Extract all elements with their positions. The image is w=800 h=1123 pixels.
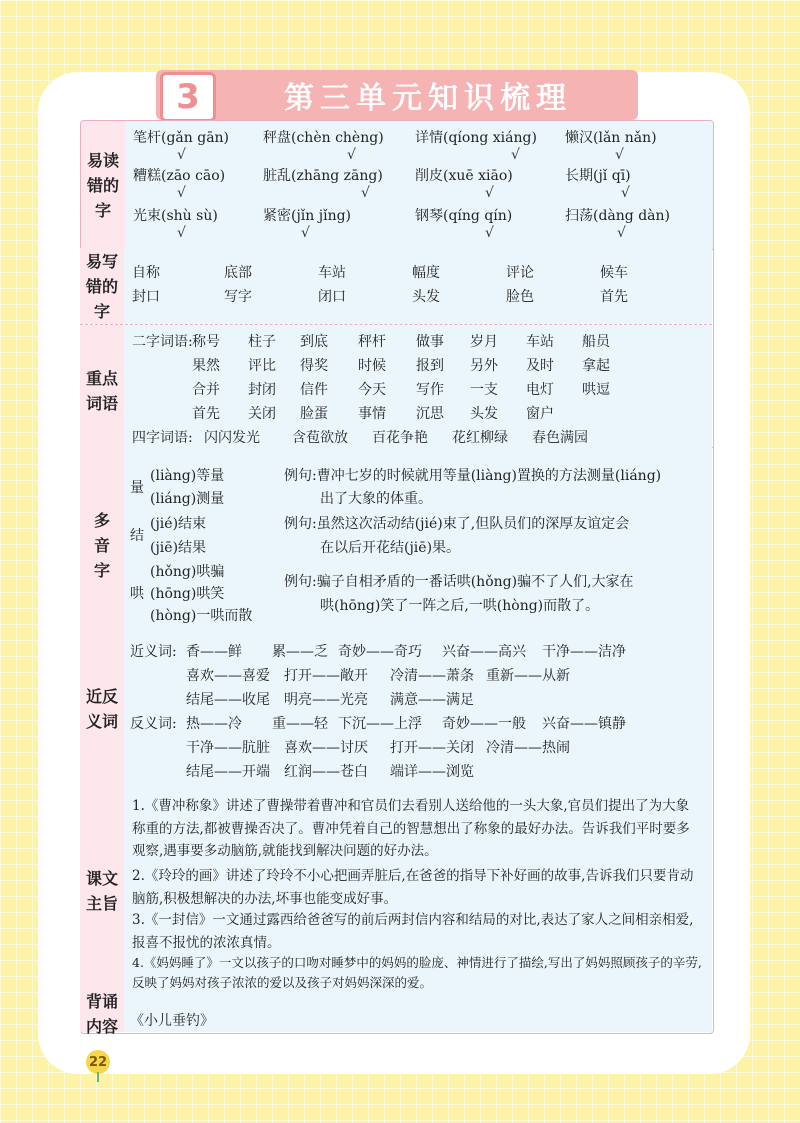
antonym-pair: 结尾——开端 (186, 764, 270, 780)
word: 车站 (318, 265, 346, 281)
section-label: 近反义词 (80, 633, 124, 785)
word: 脸色 (506, 289, 534, 305)
pinyin-word: 糟糕(zāo cāo) (133, 168, 226, 184)
antonym-pair: 冷清——热闹 (486, 740, 570, 756)
check-mark-icon: √ (177, 185, 186, 201)
example-sentence: 哄(hōng)笑了一阵之后,一哄(hòng)而散了。 (320, 598, 600, 614)
antonym-pair: 干净——肮脏 (186, 740, 270, 756)
antonym-pair: 下沉——上浮 (338, 716, 422, 732)
page-number: 22 (86, 1050, 110, 1074)
pinyin-word: 钢琴(qíng qín) (415, 208, 513, 224)
key-word: 评比 (248, 358, 276, 374)
section-recite (80, 992, 712, 1036)
theme-item: 1.《曹冲称象》讲述了曹操带着曹冲和官员们去看别人送给他的一头大象,官员们提出了为大象称重的方法,都被曹操否决了。曹冲凭着自己的智慧想出了称象的最好办法。告诉我们平时要多观察,遇事要多动脑筋,就能找到解决问题的好办法。 (132, 798, 690, 859)
antonym-prefix: 反义词: (130, 716, 177, 732)
key-word: 哄逗 (582, 382, 610, 398)
key-word: 岁月 (470, 334, 498, 350)
antonym-pair: 喜欢——讨厌 (284, 740, 368, 756)
pinyin-word: 扫荡(dàng dàn) (565, 208, 670, 224)
key-word: 写作 (416, 382, 444, 398)
check-mark-icon: √ (347, 147, 356, 163)
antonym-pair: 打开——关闭 (390, 740, 474, 756)
key-word: 电灯 (526, 382, 554, 398)
pinyin-word: 削皮(xuē xiāo) (415, 168, 513, 184)
word: 闭口 (318, 289, 346, 305)
word: 头发 (412, 289, 440, 305)
section-label: 易读错的字 (81, 121, 125, 249)
poly-reading: (liáng)测量 (150, 491, 225, 507)
section-label: 背诵内容 (80, 996, 124, 1032)
synonym-pair: 干净——洁净 (542, 644, 626, 660)
word: 自称 (132, 265, 160, 281)
poly-reading: (hōng)哄笑 (150, 586, 225, 602)
key-word: 柱子 (248, 334, 276, 350)
key-word: 另外 (470, 358, 498, 374)
pinyin-word: 笔杆(gǎn gān) (133, 130, 230, 146)
check-mark-icon: √ (621, 185, 630, 201)
key-word: 到底 (300, 334, 328, 350)
word: 评论 (506, 265, 534, 281)
two-char-prefix: 二字词语: (132, 334, 193, 350)
check-mark-icon: √ (615, 147, 624, 163)
poly-char: 量 (130, 480, 144, 496)
pinyin-word: 详情(qíong xiáng) (415, 130, 537, 146)
pinyin-word: 脏乱(zhāng zāng) (263, 168, 383, 184)
page-title: 第三单元知识梳理 (284, 81, 572, 116)
key-word: 秤杆 (358, 334, 386, 350)
poly-char: 结 (130, 528, 144, 544)
example-sentence: 在以后开花结(jiē)果。 (320, 540, 461, 556)
synonym-pair: 冷清——萧条 (390, 668, 474, 684)
antonym-pair: 奇妙——一般 (442, 716, 526, 732)
theme-item: 4.《妈妈睡了》一文以孩子的口吻对睡梦中的妈妈的脸庞、神情进行了描绘,写出了妈妈照顾孩子的辛劳,反映了妈妈对孩子浓浓的爱以及孩子对妈妈深深的爱。 (132, 955, 702, 990)
key-word: 脸蛋 (300, 406, 328, 422)
key-word: 关闭 (248, 406, 276, 422)
key-word: 拿起 (582, 358, 610, 374)
key-word: 果然 (192, 358, 220, 374)
key-word: 事情 (358, 406, 386, 422)
check-mark-icon: √ (177, 225, 186, 241)
pinyin-word: 长期(jǐ qī) (565, 168, 631, 184)
word: 底部 (224, 265, 252, 281)
check-mark-icon: √ (485, 185, 494, 201)
check-mark-icon: √ (485, 225, 494, 241)
poly-reading: (hǒng)哄骗 (150, 564, 225, 580)
check-mark-icon: √ (617, 225, 626, 241)
key-word: 做事 (416, 334, 444, 350)
key-word: 信件 (300, 382, 328, 398)
section-easy-miswrite-body (80, 248, 712, 325)
example-sentence: 出了大象的体重。 (320, 491, 432, 507)
check-mark-icon: √ (301, 225, 310, 241)
synonym-pair: 奇妙——奇巧 (338, 644, 422, 660)
section-easy-misread (81, 121, 713, 250)
idiom: 闪闪发光 (204, 430, 260, 446)
antonym-pair: 重——轻 (272, 716, 328, 732)
pinyin-word: 紧密(jǐn jǐng) (263, 208, 352, 224)
synonym-pair: 结尾——收尾 (186, 692, 270, 708)
antonym-pair: 热——冷 (186, 716, 242, 732)
flower-stem-icon (97, 1072, 99, 1082)
pinyin-word: 光束(shù sù) (133, 208, 218, 224)
synonym-pair: 满意——满足 (390, 692, 474, 708)
synonym-pair: 香——鲜 (186, 644, 242, 660)
word: 幅度 (412, 265, 440, 281)
section-themes (80, 785, 712, 997)
section-synonyms-antonyms (80, 633, 712, 786)
recite-content: 《小儿垂钓》 (130, 1013, 214, 1029)
synonym-prefix: 近义词: (130, 644, 177, 660)
key-word: 一支 (470, 382, 498, 398)
poly-reading: (jiē)结果 (150, 540, 207, 556)
poly-reading: (liàng)等量 (150, 468, 225, 484)
key-word: 首先 (192, 406, 220, 422)
synonym-pair: 明亮——光亮 (284, 692, 368, 708)
section-polyphonic (80, 457, 712, 634)
antonym-pair: 兴奋——镇静 (542, 716, 626, 732)
check-mark-icon: √ (177, 147, 186, 163)
antonym-pair: 红润——苍白 (284, 764, 368, 780)
section-key-words (80, 325, 712, 458)
section-label: 课文主旨 (80, 785, 124, 996)
key-word: 合并 (192, 382, 220, 398)
key-word: 船员 (582, 334, 610, 350)
section-label: 易写错的字 (80, 248, 124, 324)
synonym-pair: 重新——从新 (486, 668, 570, 684)
example-sentence: 例句:骗子自相矛盾的一番话哄(hǒng)骗不了人们,大家在 (284, 574, 634, 590)
example-sentence: 例句:虽然这次活动结(jié)束了,但队员们的深厚友谊定会 (284, 516, 630, 532)
key-word: 报到 (416, 358, 444, 374)
antonym-pair: 端详——浏览 (390, 764, 474, 780)
synonym-pair: 喜欢——喜爱 (186, 668, 270, 684)
synonym-pair: 兴奋——高兴 (442, 644, 526, 660)
check-mark-icon: √ (511, 147, 520, 163)
key-word: 今天 (358, 382, 386, 398)
word: 候车 (600, 265, 628, 281)
idiom: 百花争艳 (372, 430, 428, 446)
key-word: 得奖 (300, 358, 328, 374)
key-word: 及时 (526, 358, 554, 374)
idiom: 含苞欲放 (292, 430, 348, 446)
poly-char: 哄 (130, 586, 144, 602)
word: 封口 (132, 289, 160, 305)
key-word: 车站 (526, 334, 554, 350)
key-word: 时候 (358, 358, 386, 374)
example-sentence: 例句:曹冲七岁的时候就用等量(liàng)置换的方法测量(liáng) (284, 468, 662, 484)
poly-reading: (hòng)一哄而散 (150, 608, 253, 624)
synonym-pair: 打开——敞开 (284, 668, 368, 684)
key-word: 沉思 (416, 406, 444, 422)
idiom: 春色满园 (532, 430, 588, 446)
key-word: 窗户 (526, 406, 554, 422)
section-label: 重点词语 (80, 325, 124, 457)
theme-item: 3.《一封信》一文通过露西给爸爸写的前后两封信内容和结局的对比,表达了家人之间相亲相爱,报喜不报忧的浓浓真情。 (132, 912, 694, 951)
pinyin-word: 懒汉(lǎn nǎn) (565, 130, 657, 146)
key-word: 头发 (470, 406, 498, 422)
unit-number-badge: 3 (160, 72, 216, 122)
idiom: 花红柳绿 (452, 430, 508, 446)
four-char-prefix: 四字词语: (132, 430, 193, 446)
theme-item: 2.《玲玲的画》讲述了玲玲不小心把画弄脏后,在爸爸的指导下补好画的故事,告诉我们只要肯动脑筋,积极想解决的办法,坏事也能变成好事。 (132, 868, 694, 907)
check-mark-icon: √ (361, 185, 370, 201)
section-label: 多音字 (80, 457, 124, 633)
word: 写字 (224, 289, 252, 305)
key-word: 称号 (192, 334, 220, 350)
word: 首先 (600, 289, 628, 305)
pinyin-word: 秤盘(chèn chèng) (263, 130, 384, 146)
synonym-pair: 累——乏 (272, 644, 328, 660)
poly-reading: (jié)结束 (150, 516, 207, 532)
key-word: 封闭 (248, 382, 276, 398)
